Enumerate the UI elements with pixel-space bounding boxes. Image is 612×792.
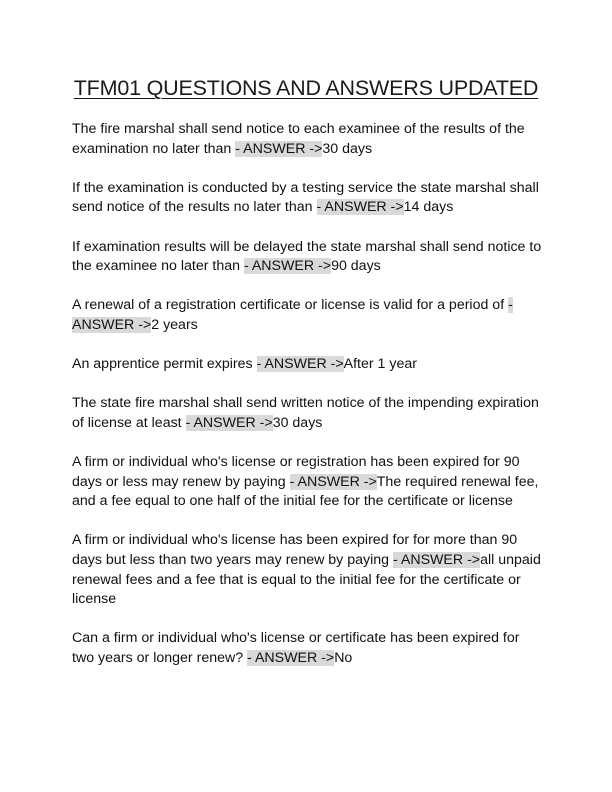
answer-marker: - ANSWER -> (247, 650, 335, 667)
answer-text: 2 years (151, 316, 198, 333)
answer-marker: - ANSWER -> (316, 199, 404, 216)
answer-text: 30 days (322, 140, 373, 157)
answer-marker: - ANSWER -> (289, 473, 377, 490)
answer-text: 14 days (403, 199, 454, 216)
qa-item (72, 120, 544, 159)
answer-marker: - ANSWER -> (256, 356, 344, 373)
question-text: A renewal of a registration certificate or license is valid for a period of (72, 297, 505, 314)
qa-item (72, 355, 544, 375)
answer-marker: - ANSWER -> (185, 414, 273, 431)
qa-list (72, 120, 544, 688)
question-text: The fire marshal shall send notice to each examinee of the results of the examination no later than (72, 121, 525, 157)
answer-marker: - ANSWER -> (243, 258, 332, 275)
answer-marker: - ANSWER -> (392, 552, 481, 569)
qa-item (72, 531, 544, 609)
answer-text: No (334, 650, 353, 667)
qa-item (72, 453, 544, 512)
answer-text: 30 days (272, 414, 323, 431)
qa-item (72, 179, 544, 218)
page-title: TFM01 QUESTIONS AND ANSWERS UPDATED (73, 76, 539, 100)
answer-text: After 1 year (343, 356, 417, 373)
question-text: Can a firm or individual who's license or certificate has been expired for two years or longer renew? (72, 630, 520, 667)
qa-item (72, 629, 544, 668)
answer-text: all unpaid renewal fees and a fee that is equal to the initial fee for the certificate or license (72, 552, 541, 608)
answer-marker: - ANSWER -> (72, 297, 513, 333)
question-text: An apprentice permit expires (72, 356, 253, 373)
qa-item (72, 296, 544, 335)
answer-marker: - ANSWER -> (235, 140, 323, 157)
question-text: If the examination is conducted by a testing service the state marshal shall send notice of the results no later than (72, 179, 539, 216)
qa-item (72, 238, 544, 277)
answer-text: The required renewal fee, and a fee equal to one half of the initial fee for the certificate or license (72, 473, 539, 510)
answer-text: 90 days (331, 258, 381, 275)
question-text: A firm or individual who's license has been expired for for more than 90 days but less than two years may renew by paying (72, 532, 518, 569)
question-text: If examination results will be delayed the state marshal shall send notice to the examinee no later than (72, 238, 542, 275)
question-text: A firm or individual who's license or registration has been expired for 90 days or less may renew by paying (72, 454, 520, 490)
question-text: The state fire marshal shall send written notice of the impending expiration of license at least (72, 395, 539, 431)
qa-item (72, 394, 544, 433)
